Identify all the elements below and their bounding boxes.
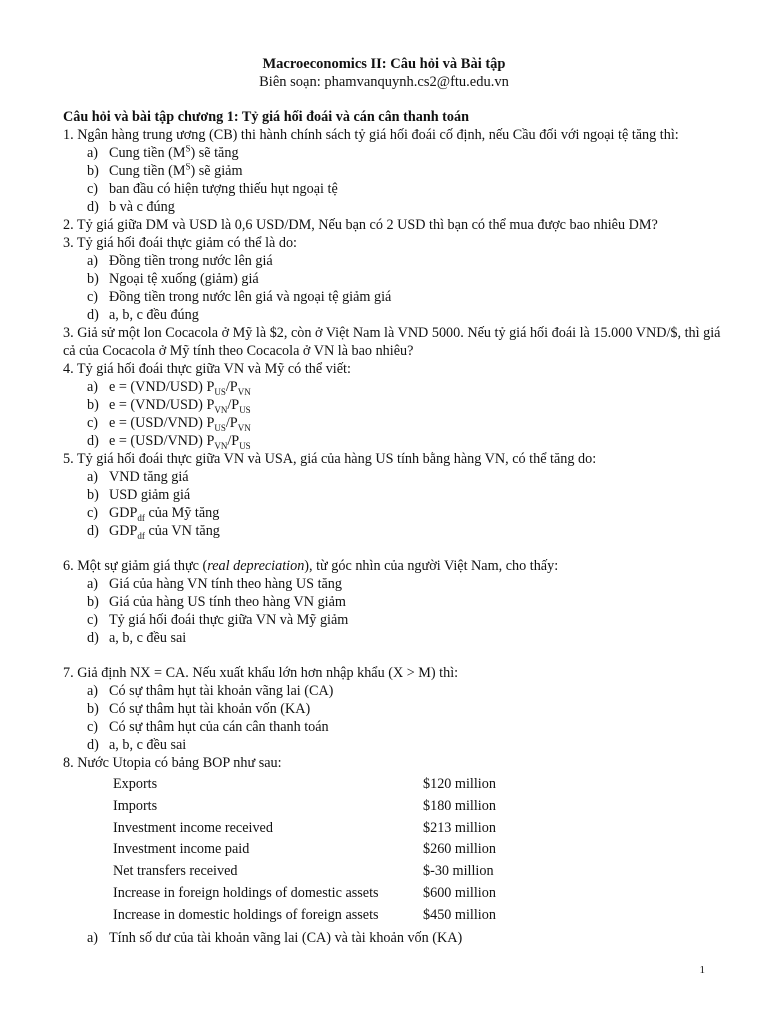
option-c: c) e = (USD/VND) $P_{US}/P_{VN}$ [87, 415, 251, 433]
option-d: d) a, b, c đều sai [87, 630, 187, 646]
document-body [63, 108, 723, 947]
option-b: b) Ngoại tệ xuống (giảm) giá [87, 271, 259, 287]
question-3b: 3. Giả sử một lon Cocacola ở Mỹ là $2, còn ở Việt Nam là VND 5000. Nếu tỷ giá hối đoái là 15.000 VND/$, thì giá cả của Cocacola ở Mỹ tính theo Cocacola ở VN là bao nhiêu? [63, 325, 721, 359]
option-a: a) e = (VND/USD) $P_{US}/P_{VN}$ [87, 379, 251, 397]
table-row: Investment income received $213 million [113, 819, 496, 836]
question-1: 1. Ngân hàng trung ương (CB) thi hành chính sách tỷ giá hối đoái cố định, nếu Cầu đối với ngoại tệ tăng thì: [63, 127, 679, 143]
table-row: Exports $120 million [113, 776, 496, 792]
table-row: Imports $180 million [113, 797, 496, 814]
question-8-options [63, 929, 723, 947]
option-d: d) b và c đúng [87, 199, 175, 215]
option-a: a) Đồng tiền trong nước lên giá [87, 253, 273, 269]
option-d: d) a, b, c đều sai [87, 737, 187, 753]
option-d: d) e = (USD/VND) $P_{VN}/P_{US}$ [87, 433, 251, 451]
section-title: Câu hỏi và bài tập chương 1: Tỷ giá hối đoái và cán cân thanh toán [63, 109, 469, 125]
option-b: b) e = (VND/USD) $P_{VN}/P_{US}$ [87, 397, 251, 415]
document-title: Macroeconomics II: Câu hỏi và Bài tập [262, 56, 506, 72]
question-7: 7. Giả định NX = CA. Nếu xuất khẩu lớn hơn nhập khẩu (X > M) thì: [63, 665, 459, 681]
option-d: d) $GDP_{df}$ của VN tăng [87, 523, 220, 541]
question-3a: 3. Tỷ giá hối đoái thực giảm có thể là do: [63, 235, 297, 251]
table-row: Net transfers received $-30 million [113, 863, 494, 880]
option-b: b) Cung tiền $(M^S)$ sẽ giảm [87, 161, 243, 179]
spacer [63, 647, 723, 664]
question-7-options [63, 682, 723, 754]
question-4: 4. Tỷ giá hối đoái thực giữa VN và Mỹ có thể viết: [63, 361, 351, 377]
document-header [0, 55, 768, 91]
table-row: Increase in foreign holdings of domestic assets $600 million [113, 884, 496, 901]
document-author: Biên soạn: phamvanquynh.cs2@ftu.edu.vn [259, 74, 509, 90]
table-row: Investment income paid $260 million [113, 841, 496, 858]
option-c: c) ban đầu có hiện tượng thiếu hụt ngoại tệ [87, 181, 338, 197]
option-a: a) Tính số dư của tài khoản vãng lai (CA) và tài khoản vốn (KA) [87, 929, 463, 946]
option-a: a) VND tăng giá [87, 469, 189, 485]
option-a: a) Có sự thâm hụt tài khoản vãng lai (CA) [87, 683, 334, 699]
question-1-options [63, 144, 723, 216]
option-c: c) Có sự thâm hụt của cán cân thanh toán [87, 719, 329, 735]
question-4-options [63, 378, 723, 450]
option-b: b) Giá của hàng US tính theo hàng VN giảm [87, 594, 346, 610]
question-6-options [63, 575, 723, 647]
question-5-options [63, 468, 723, 540]
option-c: c) Tỷ giá hối đoái thực giữa VN và Mỹ giảm [87, 612, 349, 628]
table-row: Increase in domestic holdings of foreign assets $450 million [113, 906, 496, 923]
option-d: d) a, b, c đều đúng [87, 307, 199, 323]
spacer [63, 540, 723, 557]
option-c: c) Đồng tiền trong nước lên giá và ngoại tệ giảm giá [87, 289, 392, 305]
question-8: 8. Nước Utopia có bảng BOP như sau: [63, 755, 282, 771]
question-6: 6. Một sự giảm giá thực (real depreciation), từ góc nhìn của người Việt Nam, cho thấy: [63, 558, 559, 574]
option-a: a) Giá của hàng VN tính theo hàng US tăng [87, 576, 342, 592]
bop-table [113, 774, 496, 927]
question-5: 5. Tỷ giá hối đoái thực giữa VN và USA, giá của hàng US tính bằng hàng VN, có thể tăng do: [63, 451, 597, 467]
option-b: b) Có sự thâm hụt tài khoản vốn (KA) [87, 701, 311, 717]
page-number: 1 [699, 964, 705, 976]
option-c: c) $GDP_{df}$ của Mỹ tăng [87, 505, 220, 523]
question-2: 2. Tỷ giá giữa DM và USD là 0,6 USD/DM, Nếu bạn có 2 USD thì bạn có thể mua được bao nhiêu DM? [63, 217, 658, 233]
option-b: b) USD giảm giá [87, 487, 191, 503]
option-a: a) Cung tiền $(M^S)$ sẽ tăng [87, 143, 239, 161]
question-3a-options [63, 252, 723, 324]
